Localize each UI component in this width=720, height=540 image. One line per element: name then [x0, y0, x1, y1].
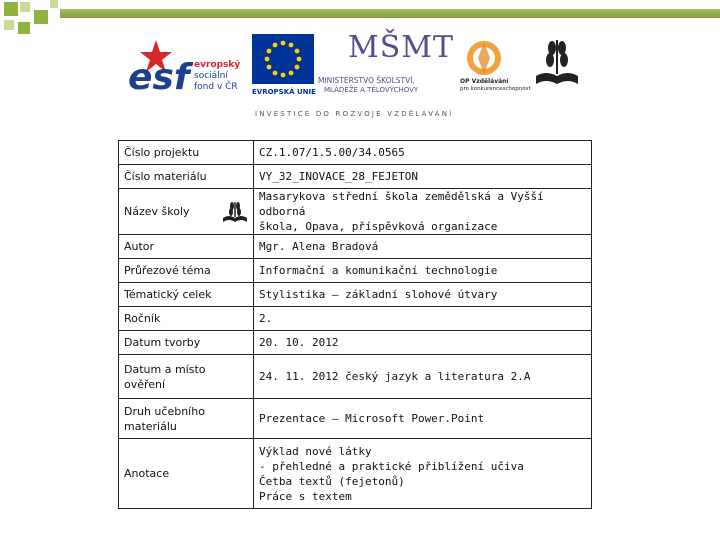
row-key: Datum a místo ověření: [119, 355, 254, 399]
msmt-brand: MŠMT: [348, 30, 454, 65]
row-key: Ročník: [119, 307, 254, 331]
eu-label: EVROPSKÁ UNIE: [252, 88, 316, 96]
table-row: [119, 399, 592, 439]
esf-line3: fond v ČR: [194, 82, 238, 92]
row-key: Anotace: [119, 439, 254, 509]
book-wheat-icon: [532, 36, 582, 88]
row-value: 2.: [254, 307, 592, 331]
school-emblem-small-icon: [222, 200, 248, 224]
table-row: [119, 141, 592, 165]
row-value-line: Četba textů (fejetonů): [259, 474, 405, 488]
row-value-line: Masarykova střední škola zemědělská a Vyšší odborná: [259, 190, 544, 218]
op-logo: [456, 38, 531, 98]
row-key: Průřezové téma: [119, 259, 254, 283]
esf-brand: esf: [128, 57, 190, 98]
row-key-school: [119, 189, 254, 235]
row-value: VY_32_INOVACE_28_FEJETON: [254, 165, 592, 189]
row-value-line: Výklad nové látky: [259, 444, 372, 458]
table-row: [119, 307, 592, 331]
row-value: Stylistika – základní slohové útvary: [254, 283, 592, 307]
table-row: [119, 259, 592, 283]
msmt-line1: MINISTERSTVO ŠKOLSTVÍ,: [318, 76, 415, 85]
row-key: Tématický celek: [119, 283, 254, 307]
corner-decoration: [0, 0, 60, 42]
table-row: [119, 355, 592, 399]
table-row: [119, 439, 592, 509]
op-emblem-icon: [456, 38, 516, 78]
row-key: Druh učebního materiálu: [119, 399, 254, 439]
header-rule: [60, 9, 720, 18]
msmt-logo: [318, 28, 454, 100]
esf-line2: sociální: [194, 71, 228, 81]
op-line1: OP Vzdělávání: [460, 78, 509, 85]
row-key: Autor: [119, 235, 254, 259]
table-row: [119, 235, 592, 259]
row-value: 24. 11. 2012 český jazyk a literatura 2.A: [254, 355, 592, 399]
tagline: INVESTICE DO ROZVOJE VZDĚLÁVÁNÍ: [255, 110, 454, 118]
row-value: Informační a komunikační technologie: [254, 259, 592, 283]
logo-strip: [120, 26, 600, 104]
esf-line1: evropský: [194, 60, 241, 70]
row-key: Číslo materiálu: [119, 165, 254, 189]
op-line2: pro konkurenceschopnost: [460, 86, 531, 92]
row-key: Datum tvorby: [119, 331, 254, 355]
row-key: Číslo projektu: [119, 141, 254, 165]
row-value-line: škola, Opava, příspěvková organizace: [259, 220, 498, 233]
row-value: [254, 189, 592, 235]
row-value: CZ.1.07/1.5.00/34.0565: [254, 141, 592, 165]
msmt-line2: MLÁDEŽE A TĚLOVÝCHOVY: [324, 86, 419, 94]
project-info-table: [118, 140, 592, 509]
table-row: [119, 283, 592, 307]
eu-logo: [252, 34, 316, 100]
school-emblem: [532, 36, 582, 88]
row-value-line: - přehledné a praktické přiblížení učiva: [259, 459, 524, 473]
table-row: [119, 331, 592, 355]
row-value-line: Práce s textem: [259, 489, 352, 503]
row-value: 20. 10. 2012: [254, 331, 592, 355]
row-value: Mgr. Alena Bradová: [254, 235, 592, 259]
table-row: [119, 189, 592, 235]
esf-logo: [128, 38, 246, 98]
row-value: Prezentace – Microsoft Power.Point: [254, 399, 592, 439]
row-value: [254, 439, 592, 509]
table-row: [119, 165, 592, 189]
eu-flag-icon: [252, 34, 314, 84]
row-key: Název školy: [124, 205, 190, 218]
